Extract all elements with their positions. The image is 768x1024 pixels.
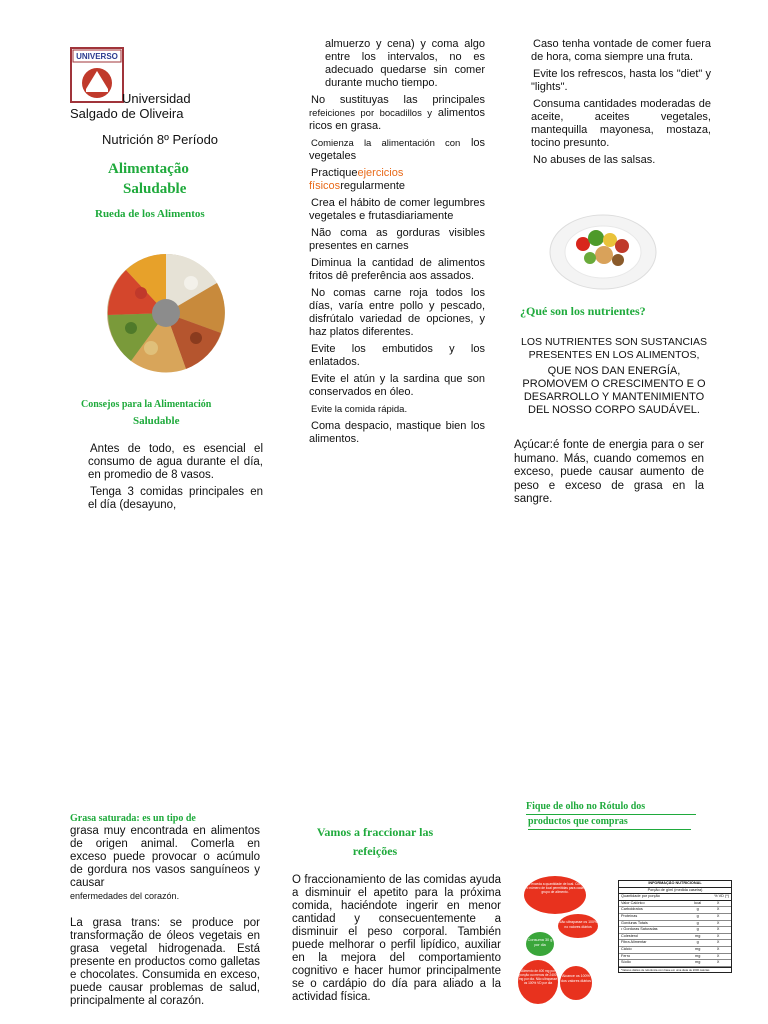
wheel-title: Rueda de los Alimentos — [95, 208, 205, 220]
list-item: No comas carne roja todos los días, varía entre pollo y pescado, disfrútalo variedad de opciones, y haz platos diferentes. — [309, 287, 485, 338]
table-cell: g — [696, 940, 699, 945]
table-cell: Proteínas — [621, 913, 638, 918]
exercise-link[interactable]: ejercicios físicos — [309, 167, 404, 192]
salad-plate-image — [548, 210, 658, 292]
table-cell: X — [716, 920, 720, 925]
table-row — [619, 907, 731, 914]
table-row — [619, 947, 731, 954]
table-row — [619, 960, 731, 967]
nutrients-heading: ¿Qué son los nutrientes? — [520, 304, 646, 318]
table-row — [619, 934, 731, 941]
list-item: Consuma cantidades moderadas de aceite, aceites vegetales, mantequilla mayonesa, mostaza, tocino presunto. — [531, 98, 711, 149]
table-row — [619, 940, 731, 947]
food-wheel-image — [106, 253, 226, 373]
fat-section: Grasa saturada: es un tipo de grasa muy encontrada en alimentos de origen animal. Comerla en exceso puede provocar o acúmulo de gordura nos vasos sanguíneos y causar enfermedades del corazón. La grasa trans: se produce por transformação de óleos vegetais en grasa vegetal hidrogenada. Está presente en productos como galletas e chocolates. Consumida en exceso, puede causar problemas de salud, principalmente al corazón. — [70, 813, 260, 1007]
table-cell: X — [716, 900, 720, 905]
table-cell: g — [696, 920, 699, 925]
table-cell: Sódio — [621, 960, 631, 965]
list-item: Evite la comida rápida. — [311, 404, 408, 415]
nutrients-definition: LOS NUTRIENTES SON SUSTANCIAS PRESENTES EN LOS ALIMENTOS, QUE NOS DAN ENERGÍA, PROMOVEM O CRESCIMENTO E O DESARROLLO Y MANTENIMIENTO DEL NOSSO CORPO SAUDÁVEL. — [521, 336, 707, 416]
table-cell: X — [716, 907, 720, 912]
list-item: Evite los embutidos y los enlatados. — [309, 343, 485, 368]
table-title: INFORMAÇÃO NUTRICIONAL — [619, 881, 731, 888]
list-item: Practiqueejercicios físicosregularmente — [309, 167, 406, 192]
table-row — [619, 921, 731, 928]
advice-list-col3 — [531, 38, 711, 171]
table-cell: kcal — [694, 900, 702, 905]
table-cell: Fibra Alimentar — [621, 940, 647, 945]
table-cell: X — [716, 953, 720, 958]
list-item: Comienza la alimentación con los vegetales — [309, 137, 485, 162]
list-item: Tenga 3 comidas principales en el día (desayuno, — [88, 486, 263, 511]
list-item: Diminua la cantidad de alimentos fritos dê preferência aos assados. — [309, 257, 485, 282]
table-row — [619, 914, 731, 921]
list-item: Coma despacio, mastique bien los alimentos. — [309, 420, 485, 445]
sugar-paragraph: Açúcar:é fonte de energia para o ser humano. Más, cuando comemos en exceso, puede causar aumento de peso e exceso de grasa en la sangre. — [514, 439, 704, 505]
svg-text:UNIVERSO: UNIVERSO — [76, 52, 118, 61]
bubble: Alimento de 400 mg por porção ou menos de 2400 mg por dia. Não ultrapasse os 100% VD por dia — [518, 960, 558, 1004]
fraction-paragraph: O fraccionamiento de las comidas ayuda a disminuir el apetito para la próxima comida, haciéndote ingerir en menor cantidad y consecuentemente a disminuir el peso corporal. También puede melhorar o perfil lipídico, auxiliar en la mejora del comportamiento cognitivo e hacer humor principalmente se o cardápio do día para aliado a la actividad física. — [292, 874, 501, 1003]
label-heading: Fique de olho no Rótulo dos productos que compras — [526, 800, 696, 830]
table-row — [619, 927, 731, 934]
table-cell: • Gorduras Saturadas — [621, 927, 658, 932]
table-cell: X — [716, 933, 720, 938]
table-cell: X — [716, 960, 720, 965]
col2-intro: almuerzo y cena) y coma algo entre los intervalos, no es adecuado quedarse sin comer durante mucho tiempo. — [325, 38, 485, 89]
table-cell: Carboidratos — [621, 907, 643, 912]
list-item: Evite el atún y la sardina que son conservados en óleo. — [309, 373, 485, 398]
list-item: Antes de todo, es esencial el consumo de agua durante el día, en promedio de 8 vasos. — [88, 443, 263, 481]
advice-list-col2 — [309, 94, 485, 450]
bubble-green: Consuma 30 g por dia — [526, 932, 554, 956]
list-item: Caso tenha vontade de comer fuera de hora, coma siempre una fruta. — [531, 38, 711, 63]
bubble: Alcance os 100% dos valores diários — [560, 966, 592, 1000]
table-cell: g — [696, 927, 699, 932]
advice-heading: Consejos para la Alimentación Saludable — [81, 399, 212, 427]
fraction-heading: Vamos a fraccionar las refeições — [316, 825, 434, 858]
list-item: Não coma as gorduras visibles presentes en carnes — [309, 227, 485, 252]
table-row — [619, 954, 731, 961]
nutrition-table — [618, 880, 732, 973]
table-cell: Valor Calórico — [621, 900, 645, 905]
table-cell: X — [716, 927, 720, 932]
list-item: No sustituyas las principales refeiciones por bocadillos y alimentos ricos en grasa. — [309, 94, 485, 132]
table-cell: mg — [695, 953, 701, 958]
list-item: Evite los refrescos, hasta los "diet" y "lights". — [531, 68, 711, 93]
table-cell: X — [716, 913, 720, 918]
table-cell: Gorduras Totais — [621, 920, 648, 925]
table-cell: g — [696, 907, 699, 912]
table-header: Quantidade por porção % VD (*) — [619, 894, 731, 901]
advice-list-col1 — [88, 443, 263, 516]
list-item: Crea el hábito de comer legumbres vegetales e frutasdiariamente — [309, 197, 485, 222]
table-sub: Porção de g/ml (medida caseira) — [619, 888, 731, 895]
page-title: Alimentação Saludable — [108, 161, 189, 197]
bubble: Não exceda a quantidade de kcal. Confira o número de kcal permitidas para cada grupo de alimento. — [524, 876, 586, 914]
table-cell: X — [716, 946, 720, 951]
table-footnote: *Valores diários de referência com base em uma dieta de 2000 calorias — [619, 967, 731, 972]
table-cell: g — [696, 913, 699, 918]
table-body — [619, 901, 731, 967]
table-cell: X — [716, 940, 720, 945]
table-cell: Ferro — [621, 953, 631, 958]
nutrition-label-infographic — [514, 876, 730, 1016]
table-cell: Colesterol — [621, 933, 639, 938]
table-cell: Cálcio — [621, 946, 632, 951]
table-cell: mg — [695, 960, 701, 965]
bubble: Não ultrapasse os 100% no valores diários — [558, 914, 598, 938]
table-cell: mg — [695, 946, 701, 951]
list-item: No abuses de las salsas. — [533, 154, 656, 166]
university-name: Universidad Salgado de Oliveira — [70, 91, 191, 121]
table-cell: mg — [695, 933, 701, 938]
table-row — [619, 901, 731, 908]
fat-heading: Grasa saturada: es un tipo de — [70, 813, 196, 824]
course-label: Nutrición 8º Período — [102, 132, 219, 147]
